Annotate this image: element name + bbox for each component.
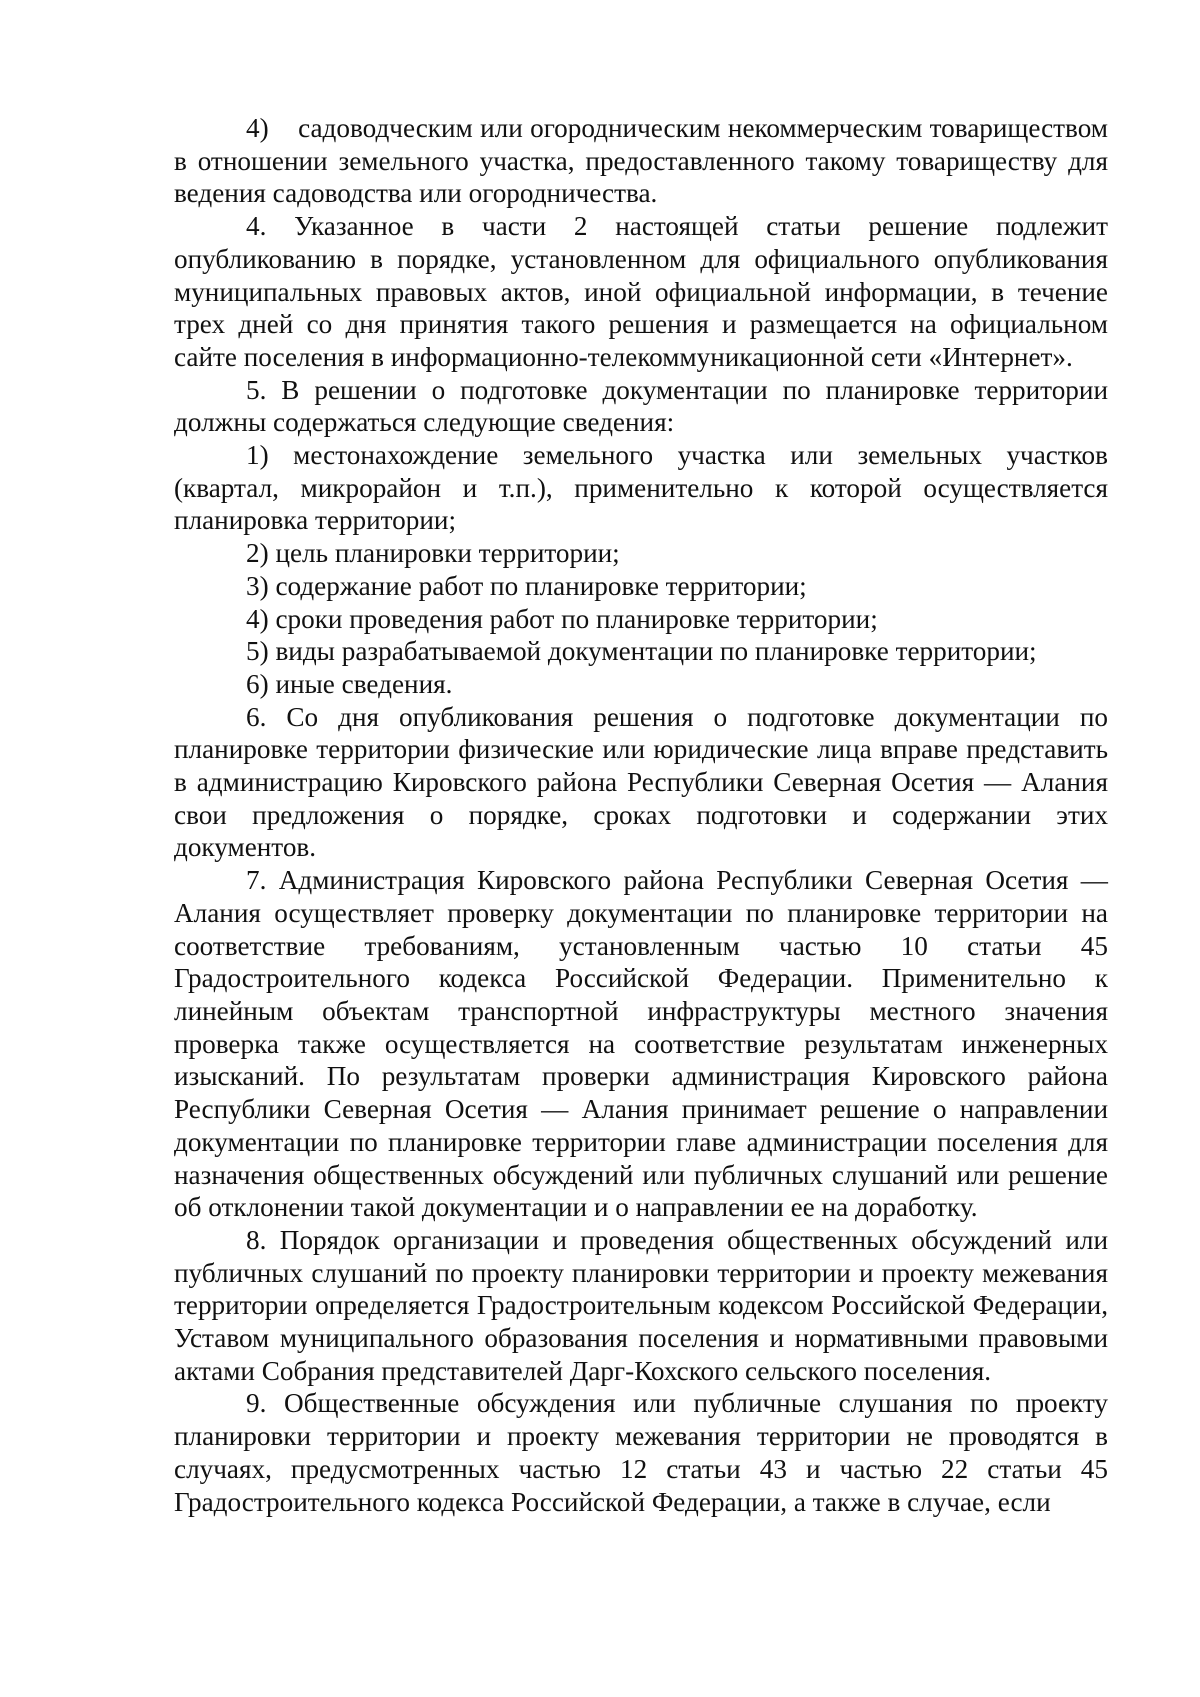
paragraph-7-verification: 7. Администрация Кировского района Республики Северная Осетия — Алания осуществляет проверку документации по планировке территории на соответствие требованиям, установленным частью 10 статьи 45 Градостроительного кодекса Российской Федерации. Применительно к линейным объектам транспортной инфраструктуры местного значения проверка также осуществляется на соответствие результатам инженерных изысканий. По результатам проверки администрация Кировского района Республики Северная Осетия — Алания принимает решение о направлении документации по планировке территории главе администрации поселения для назначения общественных обсуждений или публичных слушаний или решение об отклонении такой документации и о направлении ее на доработку. (174, 865, 1108, 1223)
paragraph-6-proposals: 6. Со дня опубликования решения о подготовке документации по планировке территории физические или юридические лица вправе представить в администрацию Кировского района Республики Северная Осетия — Алания свои предложения о порядке, сроках подготовки и содержании этих документов. (174, 701, 1108, 863)
paragraph-5-decision-content: 5. В решении о подготовке документации по планировке территории должны содержаться следующие сведения: (174, 374, 1108, 438)
list-item-2-goal: 2) цель планировки территории; (246, 538, 620, 569)
document-page (174, 112, 1108, 1518)
list-item-6-other: 6) иные сведения. (246, 668, 453, 699)
list-item-4-deadlines: 4) сроки проведения работ по планировке территории; (246, 603, 878, 634)
paragraph-9-no-hearings: 9. Общественные обсуждения или публичные слушания по проекту планировки территории и проекту межевания территории не проводятся в случаях, предусмотренных частью 12 статьи 43 и частью 22 статьи 45 Градостроительного кодекса Российской Федерации, а также в случае, если (174, 1388, 1108, 1517)
list-item-5-documentation-types: 5) виды разрабатываемой документации по планировке территории; (246, 636, 1037, 667)
list-item-3-work-content: 3) содержание работ по планировке территории; (246, 570, 807, 601)
paragraph-4-publication: 4. Указанное в части 2 настоящей статьи решение подлежит опубликованию в порядке, установленном для официального опубликования муниципальных правовых актов, иной официальной информации, в течение трех дней со дня принятия такого решения и размещается на официальном сайте поселения в информационно-телекоммуникационной сети «Интернет». (174, 211, 1108, 372)
list-item-1-location: 1) местонахождение земельного участка или земельных участков (квартал, микрорайон и т.п.), применительно к которой осуществляется планировка территории; (174, 440, 1108, 536)
paragraph-8-hearings-procedure: 8. Порядок организации и проведения общественных обсуждений или публичных слушаний по проекту планировки территории и проекту межевания территории определяется Градостроительным кодексом Российской Федерации, Уставом муниципального образования поселения и нормативными правовыми актами Собрания представителей Дарг-Кохского сельского поселения. (174, 1224, 1108, 1386)
paragraph-item-4-gardening: 4) садоводческим или огородническим некоммерческим товариществом в отношении земельного участка, предоставленного такому товариществу для ведения садоводства или огородничества. (174, 113, 1108, 209)
